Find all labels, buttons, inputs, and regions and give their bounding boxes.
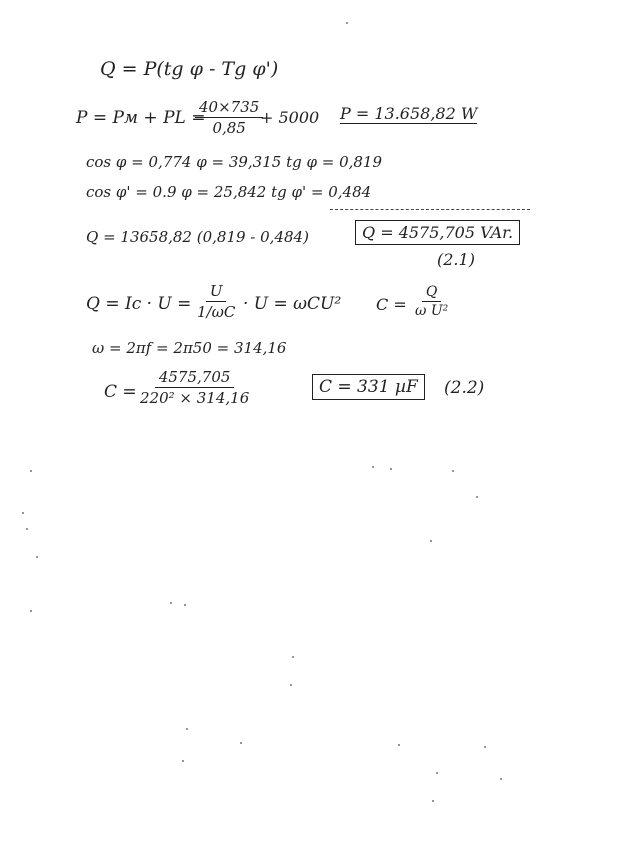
scan-speck [292, 656, 294, 658]
q-result-box: Q = 4575,705 VAr. [355, 220, 520, 245]
scan-speck [432, 800, 434, 802]
fraction-denominator: 0,85 [212, 119, 246, 137]
scan-speck [26, 528, 28, 530]
c-result-box: C = 331 µF [312, 374, 425, 400]
scan-speck [372, 466, 374, 468]
scan-speck [346, 22, 348, 24]
scan-speck [430, 540, 432, 542]
formula-reactive-power: Q = P(tg φ - Tg φ') [100, 58, 279, 80]
scan-speck [170, 602, 172, 604]
c-calc-lhs: C = [104, 382, 137, 402]
scan-speck [182, 760, 184, 762]
q-calculation: Q = 13658,82 (0,819 - 0,484) [86, 228, 309, 246]
equation-ref-2-2: (2.2) [444, 378, 485, 398]
c-formula-fraction [415, 284, 448, 319]
q-capacitor-rhs: · U = ωCU² [243, 294, 342, 314]
scan-speck [240, 742, 242, 744]
scan-speck [436, 772, 438, 774]
c-calc-fraction [140, 368, 249, 407]
scan-speck [290, 684, 292, 686]
scan-speck [22, 512, 24, 514]
scan-speck [452, 470, 454, 472]
fraction-numerator: U [206, 282, 227, 302]
omega-line: ω = 2πf = 2π50 = 314,16 [92, 339, 287, 357]
equation-ref-2-1: (2.1) [437, 250, 475, 269]
scan-speck [398, 744, 400, 746]
scan-speck [476, 496, 478, 498]
formula-total-power-fraction [195, 98, 263, 137]
scan-speck [390, 468, 392, 470]
scan-speck [36, 556, 38, 558]
cos-phi-prime-line: cos φ' = 0.9 φ = 25,842 tg φ' = 0,484 [86, 183, 372, 201]
scan-speck [30, 610, 32, 612]
scan-speck [484, 746, 486, 748]
fraction-numerator: 4575,705 [155, 368, 235, 388]
q-capacitor-lhs: Q = Ic · U = [86, 294, 192, 314]
cos-phi-line: cos φ = 0,774 φ = 39,315 tg φ = 0,819 [86, 153, 383, 171]
total-power-result: P = 13.658,82 W [340, 104, 478, 123]
formula-total-power-lhs: P = Pм + PL = [76, 108, 206, 128]
scan-speck [184, 604, 186, 606]
fraction-denominator: ω U² [415, 303, 449, 319]
dashed-underline [330, 209, 530, 210]
scan-speck [186, 728, 188, 730]
fraction-numerator: 40×735 [195, 98, 263, 118]
formula-total-power-plus: + 5000 [260, 108, 320, 127]
scan-speck [30, 470, 32, 472]
fraction-denominator: 1/ωC [197, 303, 236, 321]
scan-speck [500, 778, 502, 780]
fraction-denominator: 220² × 314,16 [140, 389, 250, 407]
q-capacitor-fraction [197, 282, 235, 321]
c-formula-lhs: C = [376, 295, 407, 314]
fraction-numerator: Q [422, 284, 441, 302]
